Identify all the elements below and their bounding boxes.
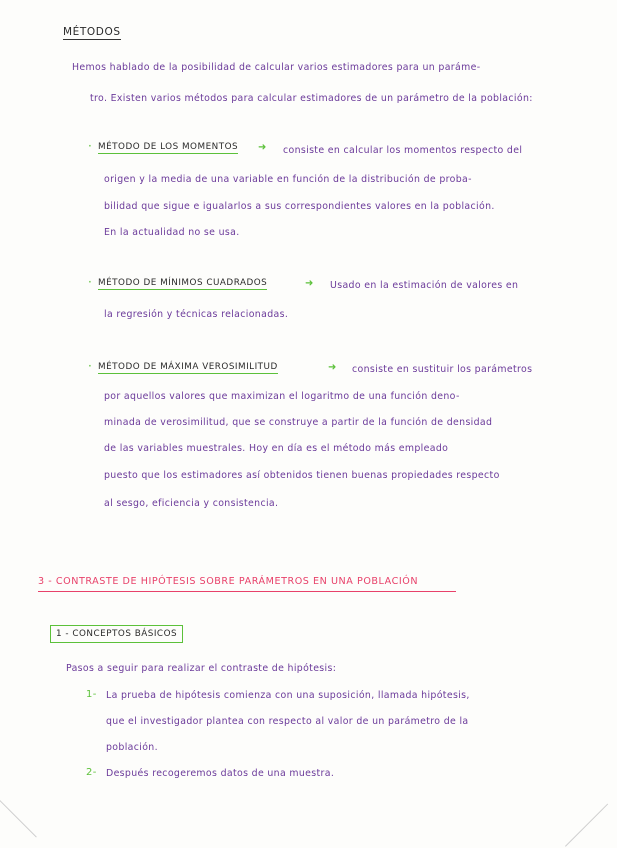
section-heading: 3 - CONTRASTE DE HIPÓTESIS SOBRE PARÁMETROS EN UNA POBLACIÓN — [38, 576, 456, 592]
method-max-likelihood-line-6: al sesgo, eficiencia y consistencia. — [104, 498, 279, 509]
method-moments-line-2: origen y la media de una variable en función de la distribución de proba- — [104, 174, 472, 185]
step-2-line-1: Después recogeremos datos de una muestra. — [106, 768, 335, 779]
method-moments-line-1: consiste en calcular los momentos respecto del — [283, 145, 523, 156]
intro-line-1: Hemos hablado de la posibilidad de calcular varios estimadores para un paráme- — [72, 62, 481, 73]
method-max-likelihood-line-3: minada de verosimilitud, que se construye a partir de la función de densidad — [104, 417, 493, 428]
method-max-likelihood-line-5: puesto que los estimadores así obtenidos tienen buenas propiedades respecto — [104, 470, 500, 481]
intro-line-2: tro. Existen varios métodos para calcular estimadores de un parámetro de la población: — [90, 93, 533, 104]
bullet-dot: · — [88, 139, 93, 153]
bullet-dot: · — [88, 275, 93, 289]
method-moments-line-4: En la actualidad no se usa. — [104, 227, 240, 238]
step-number: 2- — [86, 767, 97, 778]
method-least-squares-line-1: Usado en la estimación de valores en — [330, 280, 519, 291]
arrow-right-icon: ➜ — [305, 278, 314, 289]
method-moments-title: MÉTODO DE LOS MOMENTOS — [98, 142, 239, 152]
step-1-line-2: que el investigador plantea con respecto al valor de un parámetro de la — [106, 716, 469, 727]
step-1-line-1: La prueba de hipótesis comienza con una suposición, llamada hipótesis, — [106, 690, 470, 701]
page-title: MÉTODOS — [63, 26, 121, 38]
steps-lead: Pasos a seguir para realizar el contraste de hipótesis: — [66, 663, 337, 674]
method-moments-line-3: bilidad que sigue e igualarlos a sus correspondientes valores en la población. — [104, 201, 495, 212]
method-least-squares-line-2: la regresión y técnicas relacionadas. — [104, 309, 289, 320]
method-max-likelihood-title: MÉTODO DE MÁXIMA VEROSIMILITUD — [98, 362, 278, 372]
method-max-likelihood-line-2: por aquellos valores que maximizan el logaritmo de una función deno- — [104, 391, 460, 402]
method-max-likelihood-line-1: consiste en sustituir los parámetros — [352, 364, 533, 375]
method-least-squares-title: MÉTODO DE MÍNIMOS CUADRADOS — [98, 278, 268, 288]
subsection-heading: 1 - CONCEPTOS BÁSICOS — [50, 625, 183, 643]
paper-fold-mark — [0, 800, 37, 837]
arrow-right-icon: ➜ — [328, 362, 337, 373]
method-max-likelihood-line-4: de las variables muestrales. Hoy en día es el método más empleado — [104, 443, 449, 454]
step-1-line-3: población. — [106, 742, 158, 753]
paper-fold-mark — [565, 804, 608, 847]
arrow-right-icon: ➜ — [258, 142, 267, 153]
step-number: 1- — [86, 689, 97, 700]
bullet-dot: · — [88, 359, 93, 373]
